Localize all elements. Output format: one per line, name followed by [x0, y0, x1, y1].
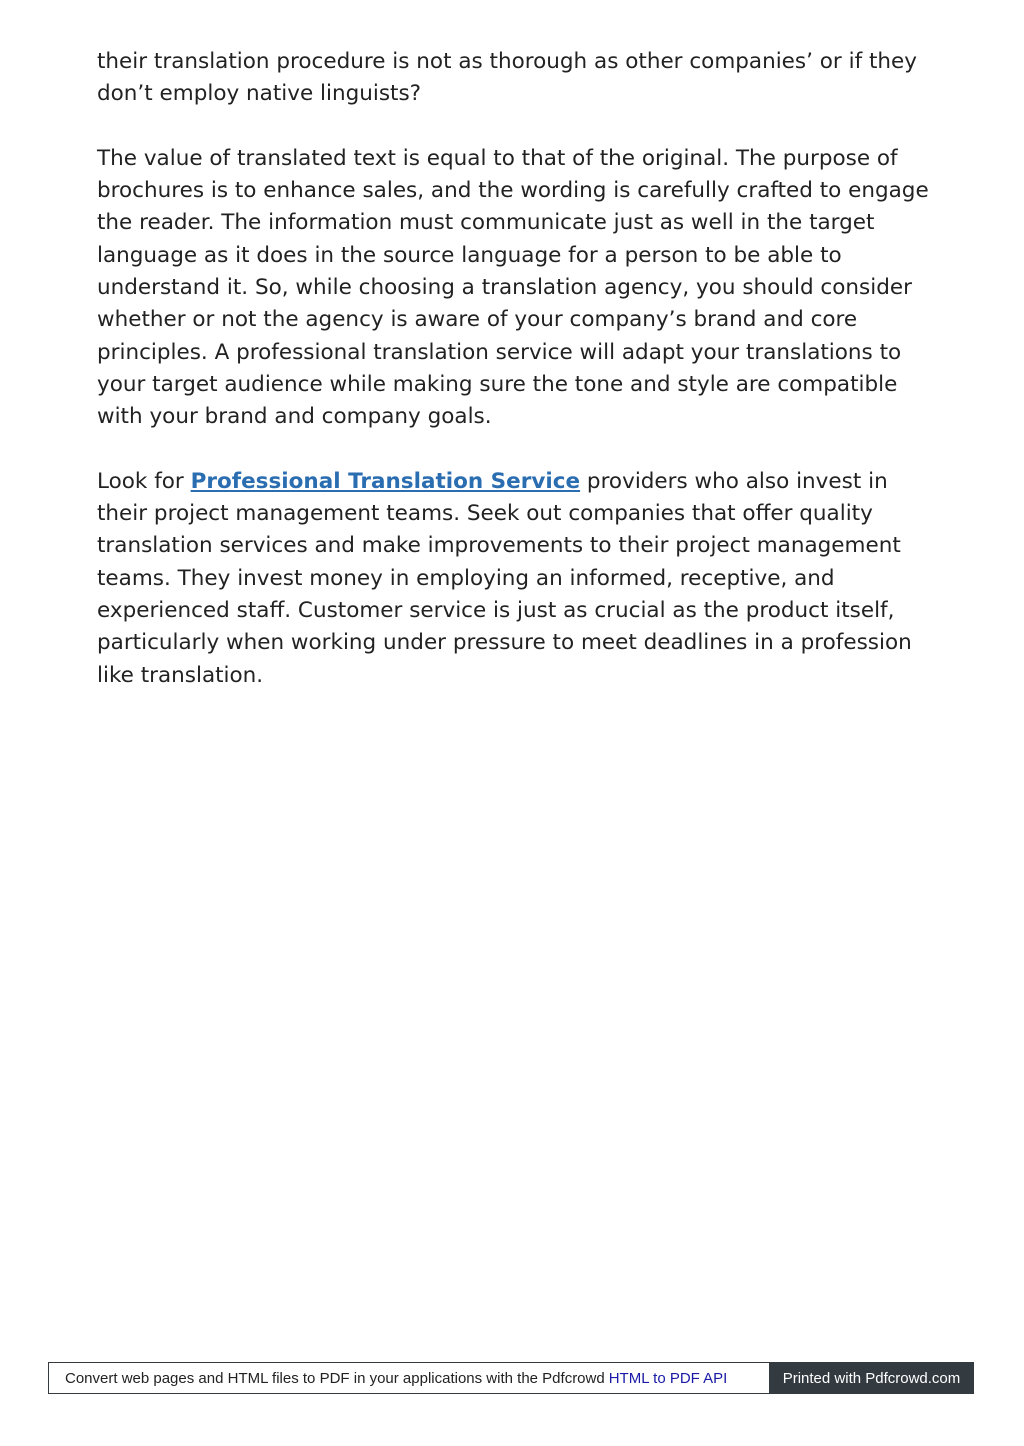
footer-printed-with[interactable]: Printed with Pdfcrowd.com [769, 1362, 974, 1394]
paragraph-2: The value of translated text is equal to that of the original. The purpose of brochures is to enhance sales, and the wording is carefully crafted to engage the reader. The information must communicate just as well in the target language as it does in the source language for a person to be able to understand it. So, while choosing a translation agency, you should consider whether or not the agency is aware of your company’s brand and core principles. A professional translation service will adapt your translations to your target audience while making sure the tone and style are compatible with your brand and company goals. [97, 145, 929, 430]
html-to-pdf-api-link[interactable]: HTML to PDF API [608, 1369, 728, 1387]
professional-translation-service-link[interactable]: Professional Translation Service [190, 468, 581, 494]
paragraph-3-rest: providers who also invest in their project management teams. Seek out companies that offer quality translation services and make improvements to their project management teams. They invest money in employing an informed, receptive, and experienced staff. Customer service is just as crucial as the product itself, particularly when working under pressure to meet deadlines in a profession like translation. [97, 468, 912, 688]
document-body [97, 46, 937, 724]
paragraph-3-lead: Look for [97, 468, 184, 494]
footer-convert-notice [48, 1362, 769, 1394]
footer-convert-text: Convert web pages and HTML files to PDF in your applications with the Pdfcrowd [65, 1369, 605, 1387]
paragraph-3 [97, 466, 937, 692]
paragraph-1: their translation procedure is not as thorough as other companies’ or if they don’t employ native linguists? [97, 49, 917, 107]
pdfcrowd-footer [48, 1362, 974, 1394]
